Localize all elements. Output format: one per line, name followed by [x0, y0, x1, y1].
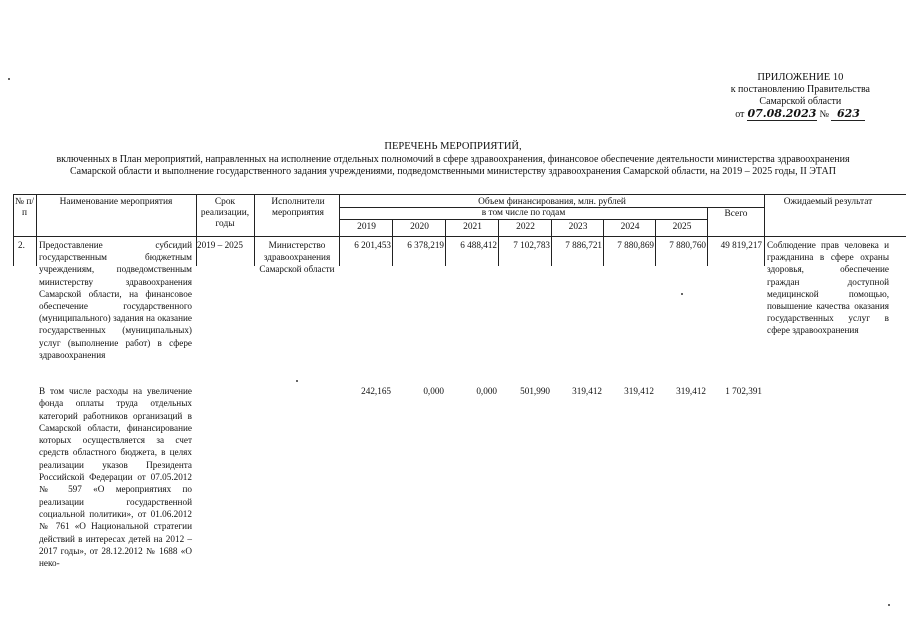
header-year: 2020	[410, 222, 429, 232]
row2-value-2024: 319,412	[624, 386, 654, 396]
header-year: 2022	[516, 222, 535, 232]
handwritten-date: 07.08.2023	[747, 107, 817, 120]
row1-value-2021: 6 488,412	[460, 240, 497, 250]
appendix-block	[731, 72, 870, 121]
document-subtitle-line-1: включенных в План мероприятий, направленных на исполнение отдельных полномочий в сфере здравоохранения, финансовое обеспечение деятельности министерства здравоохранения	[56, 154, 850, 165]
scan-speck	[681, 293, 683, 295]
header-num: № п/п	[15, 197, 34, 218]
header-year: 2019	[357, 222, 376, 232]
header-year: 2023	[568, 222, 588, 232]
header-name: Наименование мероприятия	[59, 197, 173, 207]
date-prefix: от	[735, 109, 745, 120]
grid-line	[13, 236, 906, 237]
handwritten-number: 623	[831, 108, 865, 121]
grid-line	[13, 194, 906, 195]
row-executor: Министерство здравоохранения Самарской области	[259, 240, 335, 274]
header-result: Ожидаемый результат	[783, 197, 873, 207]
row-expected-result: Соблюдение прав человека и гражданина в сфере охраны здоровья, обеспечение граждан доступной медицинской помощью, повышение качества оказания государственных услуг в сфере здравоохранения	[767, 240, 889, 336]
header-year: 2025	[672, 222, 692, 232]
grid-line	[254, 194, 255, 266]
row1-value-2024: 7 880,869	[617, 240, 654, 250]
row1-value-2020: 6 378,219	[407, 240, 444, 250]
appendix-date-line	[731, 108, 870, 121]
document-title: ПЕРЕЧЕНЬ МЕРОПРИЯТИЙ,	[384, 141, 522, 152]
row1-value-2023: 7 886,721	[565, 240, 602, 250]
row2-value-2022: 501,990	[520, 386, 550, 396]
row2-value-2021: 0,000	[476, 386, 497, 396]
header-year: 2024	[620, 222, 640, 232]
row2-total: 1 702,391	[725, 386, 762, 396]
header-executors: Исполнители мероприятия	[271, 197, 325, 218]
scan-speck	[888, 604, 890, 606]
grid-line	[36, 194, 37, 266]
header-funding: Объем финансирования, млн. рублей	[478, 197, 626, 207]
document-subtitle-line-2: Самарской области и выполнение государственного задания учреждениями, подведомственными министерству здравоохранения Самарской области, на 2019 – 2025 годы, II ЭТАП	[70, 166, 836, 177]
grid-line	[340, 219, 707, 220]
appendix-line-2: Самарской области	[759, 96, 842, 107]
row-activity-name: Предоставление субсидий государственным бюджетным учреждениям, подведомственным министерству здравоохранения Самарской области, на финансовое обеспечение государственного (муниципального) задания на оказание государственных (муниципальных) услуг (выполнение работ) в сфере здравоохранения	[39, 240, 192, 360]
header-total: Всего	[724, 209, 748, 219]
row2-value-2023: 319,412	[572, 386, 602, 396]
row2-value-2019: 242,165	[361, 386, 391, 396]
header-period: Срок реализации, годы	[200, 197, 250, 229]
scan-speck	[296, 380, 298, 382]
appendix-line-1: к постановлению Правительства	[730, 84, 870, 95]
row-number: 2.	[18, 240, 25, 250]
number-prefix: №	[819, 109, 829, 120]
row1-value-2025: 7 880,760	[669, 240, 706, 250]
row2-value-2020: 0,000	[423, 386, 444, 396]
row2-activity-name: В том числе расходы на увеличение фонда оплаты труда отдельных категорий работников организаций в Самарской области, финансирование которых осуществляется за счет средств областного бюджета, в целях реализации указов Президента Российской Федерации от 07.05.2012 № 597 «О мероприятиях по реализации государственной социальной политики», от 01.06.2012 № 761 «О Национальной стратегии действий в интересах детей на 2012 – 2017 годы», от 28.12.2012 № 1688 «О неко-	[39, 386, 192, 569]
header-year: 2021	[463, 222, 482, 232]
scan-speck	[8, 78, 10, 80]
row1-total: 49 819,217	[720, 240, 762, 250]
row1-value-2022: 7 102,783	[513, 240, 550, 250]
header-by-years: в том числе по годам	[481, 208, 566, 218]
row-period: 2019 – 2025	[197, 240, 243, 250]
row2-value-2025: 319,412	[676, 386, 706, 396]
appendix-title: ПРИЛОЖЕНИЕ 10	[757, 72, 844, 83]
row1-value-2019: 6 201,453	[354, 240, 391, 250]
